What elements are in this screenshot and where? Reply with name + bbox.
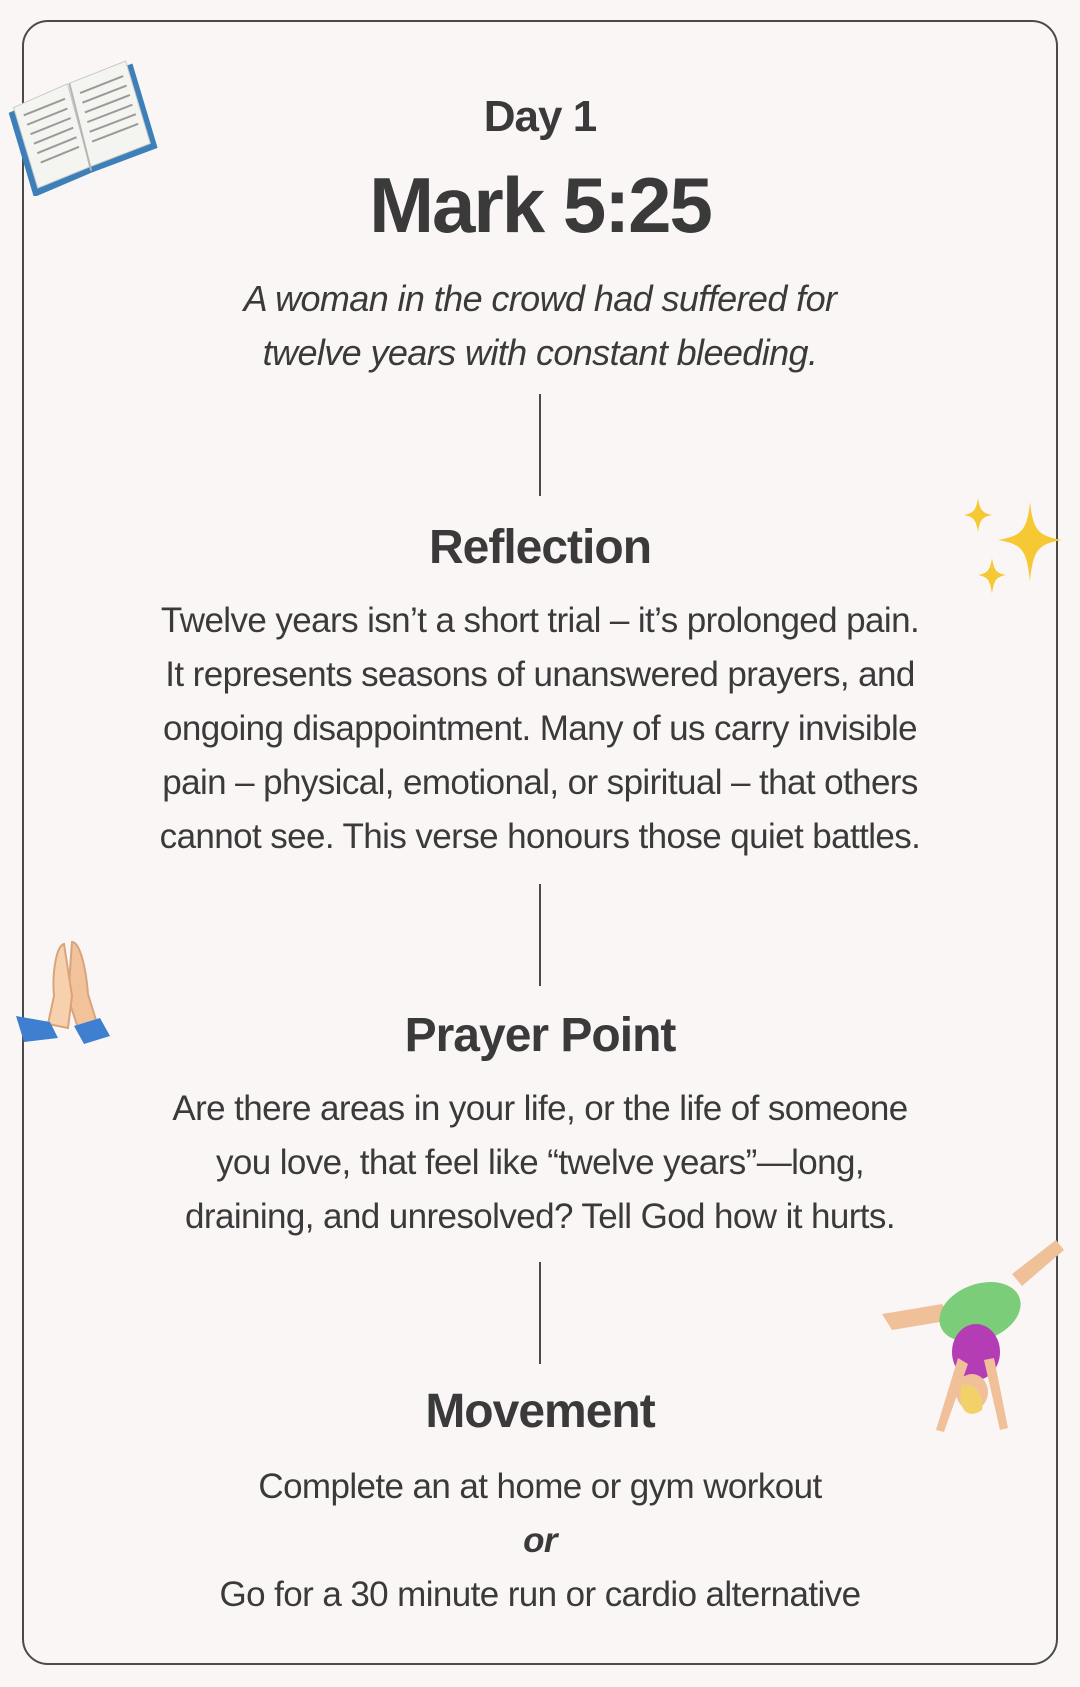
- prayer-point-body: [0, 1082, 1080, 1244]
- movement-title: Movement: [425, 1385, 655, 1438]
- reflection-title: Reflection: [428, 521, 652, 574]
- reflection-line: cannot see. This verse honours those quiet battles.: [159, 817, 921, 856]
- section-divider: [539, 1262, 541, 1364]
- section-divider: [539, 884, 541, 986]
- day-label: Day 1: [483, 92, 597, 141]
- movement-body: [0, 1460, 1080, 1622]
- prayer-line: draining, and unresolved? Tell God how it hurts.: [185, 1197, 895, 1236]
- verse-line: twelve years with constant bleeding.: [262, 332, 818, 373]
- reflection-line: It represents seasons of unanswered prayers, and: [165, 655, 915, 694]
- reflection-line: pain – physical, emotional, or spiritual – that others: [162, 763, 918, 802]
- verse-text: [0, 272, 1080, 380]
- movement-option: Complete an at home or gym workout: [258, 1467, 822, 1506]
- prayer-point-title: Prayer Point: [404, 1009, 676, 1062]
- movement-option: Go for a 30 minute run or cardio alternative: [219, 1575, 861, 1614]
- verse-line: A woman in the crowd had suffered for: [243, 278, 837, 319]
- section-divider: [539, 394, 541, 496]
- prayer-line: you love, that feel like “twelve years”—long,: [215, 1143, 865, 1182]
- prayer-line: Are there areas in your life, or the life of someone: [172, 1089, 908, 1128]
- reflection-body: [0, 594, 1080, 864]
- movement-separator: or: [523, 1521, 557, 1560]
- reflection-line: ongoing disappointment. Many of us carry invisible: [162, 709, 918, 748]
- reflection-line: Twelve years isn’t a short trial – it’s prolonged pain.: [160, 601, 920, 640]
- verse-reference: Mark 5:25: [369, 161, 711, 249]
